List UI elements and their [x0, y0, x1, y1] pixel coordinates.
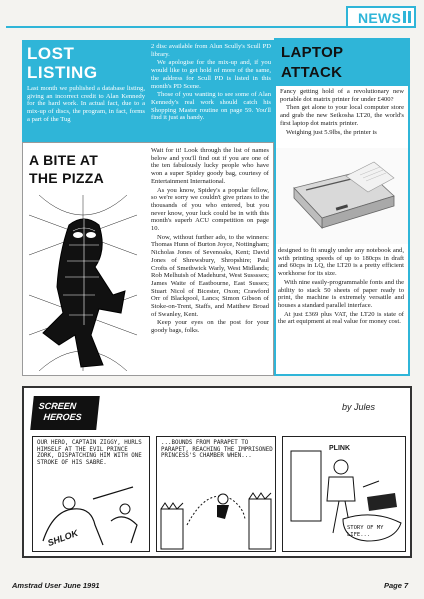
body-paragraph: designed to fit snugly under any notebook and, with printing speeds of up to 180cps in draft and 60cps in LQ, the LT20 is a pretty efficient workhorse for its size. — [278, 247, 404, 278]
body-paragraph: Wait for it! Look through the list of names below and you'll find out if you are one of the ten fabulously lucky people who have won a super Spidey goody bag, courtesy of Entertainment International. — [151, 147, 269, 185]
body-paragraph: Keep your eyes on the post for your goody bags, folks. — [151, 319, 269, 335]
body-paragraph: We apologise for the mix-up and, if you would like to get hold of more of the same, the address for Scull PD is listed in this month's PD Scene. — [151, 59, 271, 90]
sound-effect: PLINK — [329, 445, 350, 452]
footer-issue: Amstrad User June 1991 — [12, 581, 100, 590]
panel-caption: OUR HERO, CAPTAIN ZIGGY, HURLS HIMSELF AT THE EVIL PRINCE ZORK, DISPATCHING HIM WITH ONE STROKE OF HIS SABRE. — [37, 440, 142, 466]
pizza-col-right — [151, 147, 269, 336]
laptop-attack-title — [281, 43, 343, 83]
body-paragraph: Weighing just 5.9lbs, the printer is — [286, 128, 377, 136]
lost-listing-col2 — [151, 43, 271, 123]
tab-stripe — [403, 11, 406, 23]
title-line: A BITE AT — [29, 152, 99, 168]
pizza-title — [29, 151, 104, 187]
artist-signature: by Jules — [342, 402, 376, 412]
laptop-attack-text-bottom — [278, 247, 404, 327]
footer-page-number: Page 7 — [384, 581, 409, 590]
body-paragraph: Last month we published a database listing, giving an incorrect credit to Alan Kennedy for the hard work. In actual fact, due to a mix-up of discs, the program, in fact, forms a part of the Tug — [27, 85, 145, 123]
pizza-box — [22, 142, 274, 376]
panel-2-drawing — [157, 469, 275, 551]
panel-caption: ...BOUNDS FROM PARAPET TO PARAPET, REACHING THE IMPRISONED PRINCESS'S CHAMBER WHEN... — [161, 440, 273, 460]
tab-stripe — [408, 11, 411, 23]
spiderman-drawing — [29, 195, 137, 371]
title-line: ATTACK — [281, 64, 343, 81]
top-rule — [6, 26, 346, 28]
body-paragraph: With nine easily-programmable fonts and the ability to stack 50 sheets of paper ready to print, the machine is extremely versatile and houses a standard parallel interface. — [278, 278, 404, 309]
body-paragraph: At just £369 plus VAT, the LT20 is state of the art equipment at real value for money cost. — [278, 310, 404, 326]
body-paragraph: 2 disc available from Alun Scully's Scull PD library. — [151, 43, 271, 58]
lost-listing-title — [27, 44, 98, 82]
spiderman-illustration — [29, 195, 137, 371]
body-paragraph: Now, without further ado, to the winners: Thomas Hunn of Burton Joyce, Nottingham; Nicholas Jones of Sevenoaks, Kent; David Jones of Shrewsbury, Shropshire; Paul Crofts of Smethwick Warly, West Midlands; Rob Melhuish of Madehurst, West Sussssex; James Waite of Eastbourne, East Sussex; Stuart Nicol of Bicester, Oxon; Crawford Orr of Blackpool, Lancs; Simon Gibson of Stoke-on-Trent, Staffs, and Matthew Broad of Swanley, Kent. — [151, 233, 269, 318]
comic-panel-2 — [156, 436, 276, 552]
logo-line: HEROES — [43, 412, 83, 422]
printer-illustration — [276, 148, 408, 244]
news-tab-label: NEWS — [358, 10, 402, 26]
body-paragraph: Those of you wanting to see some of Alan Kennedy's real work should catch his Shopping Master routine on page 59. You'll find it just as handy. — [151, 91, 271, 122]
body-paragraph: Fancy getting hold of a revolutionary new portable dot matrix printer for under £400? — [280, 88, 404, 103]
body-paragraph: Then get alone to your local computer store and grab the new Seikosha LT20, the world's first laptop dot matrix printer. — [280, 104, 404, 127]
laptop-attack-text-top — [280, 88, 404, 137]
news-section-tab — [346, 6, 416, 28]
speech-bubble-text: STORY OF MY LIFE... — [347, 525, 384, 538]
title-line: THE PIZZA — [29, 170, 105, 186]
title-line: LOST — [27, 44, 75, 63]
lost-listing-box — [22, 40, 274, 142]
title-line: LAPTOP — [281, 44, 344, 61]
screen-heroes-comic — [22, 386, 412, 558]
lost-listing-col1 — [27, 85, 145, 125]
comic-panel-3 — [282, 436, 406, 552]
sound-effect: SHLOK — [46, 527, 80, 549]
title-line: LISTING — [27, 63, 98, 82]
printer-photo — [274, 148, 410, 244]
laptop-attack-title-bar — [276, 40, 408, 86]
comic-panel-1 — [32, 436, 150, 552]
logo-line: SCREEN — [38, 401, 77, 411]
body-paragraph: As you know, Spidey's a popular fellow, so we're sorry we couldn't give prizes to the thousands of you who entered, but you never know, your luck could be in with this month's superb ACU competition on page 10. — [151, 186, 269, 233]
screen-heroes-logo — [30, 396, 100, 430]
